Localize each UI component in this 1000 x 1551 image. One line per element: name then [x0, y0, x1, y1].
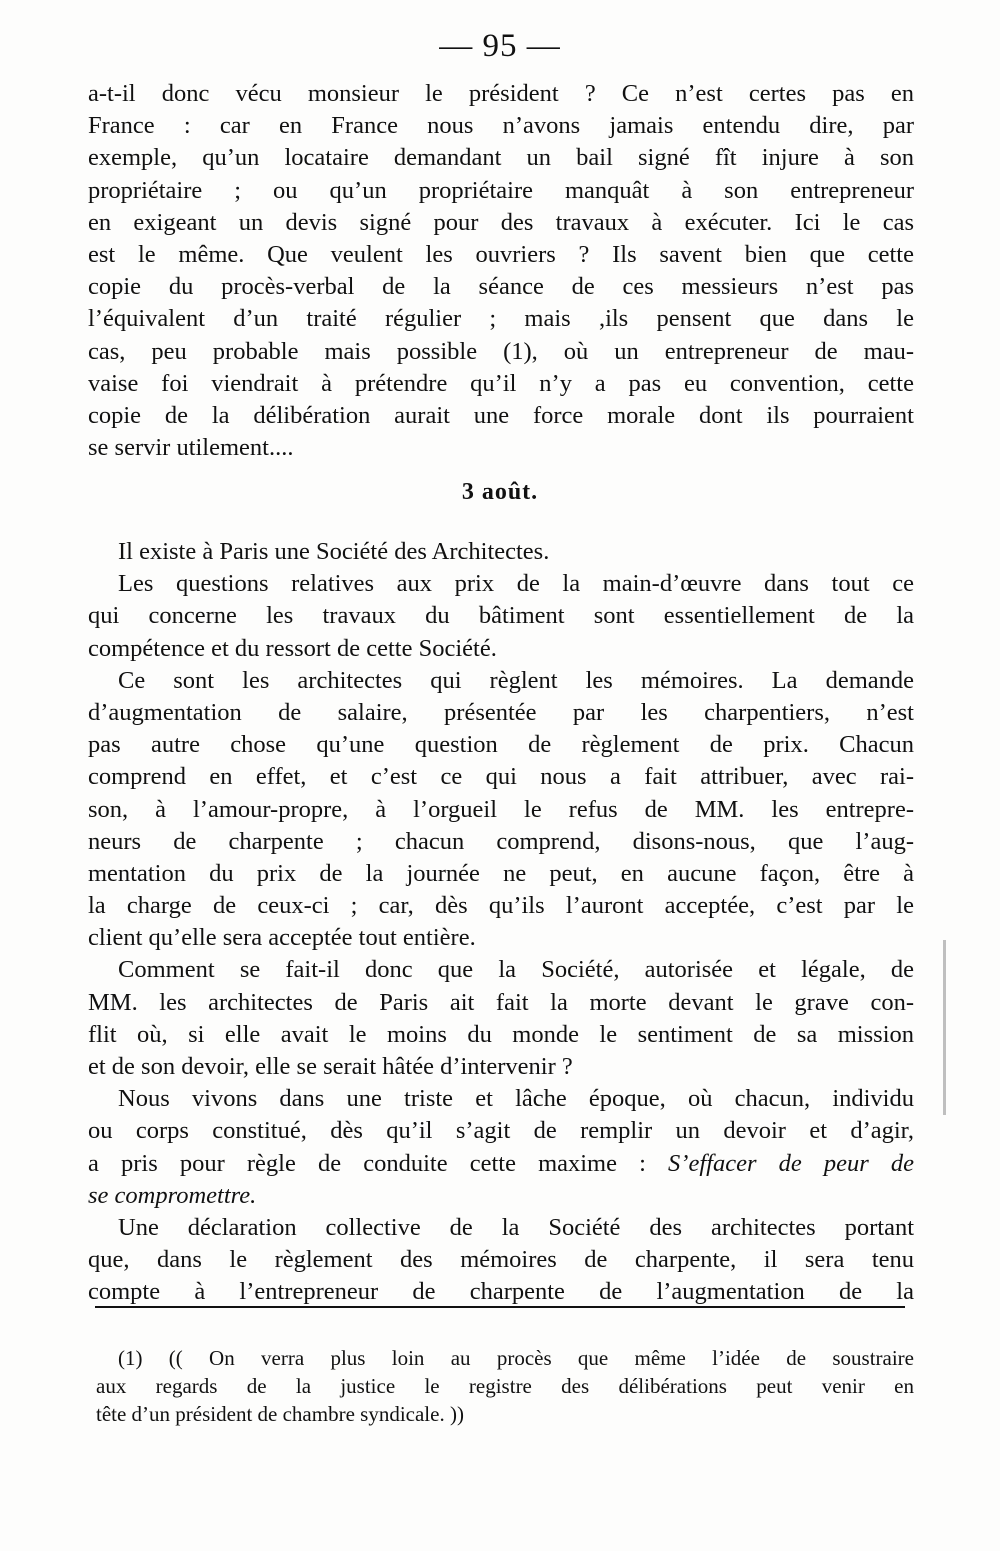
text-line: que, dans le règlement des mémoires de charpente, il sera tenu	[88, 1246, 914, 1274]
text-line: a-t-il donc vécu monsieur le président ? Ce n’est certes pas en	[88, 80, 914, 107]
text-line: copie du procès-verbal de la séance de ces messieurs n’est pas	[88, 273, 914, 301]
footnote-line: aux regards de la justice le registre des délibérations peut venir en	[96, 1374, 914, 1398]
text-line: neurs de charpente ; chacun comprend, disons-nous, que l’aug-	[88, 827, 914, 855]
footnote-line: tête d’un président de chambre syndicale. ))	[96, 1402, 464, 1426]
text-line: vaise foi viendrait à prétendre qu’il n’y a pas eu convention, cette	[88, 369, 914, 397]
section-body	[88, 536, 914, 1309]
text-line: MM. les architectes de Paris ait fait la morte devant le grave con-	[88, 988, 914, 1016]
text-line: flit où, si elle avait le moins du monde le sentiment de sa mission	[88, 1020, 914, 1048]
page-number: — 95 —	[439, 28, 561, 64]
text-line: d’augmentation de salaire, présentée par les charpentiers, n’est	[88, 698, 914, 726]
text-line: l’équivalent d’un traité régulier ; mais ,ils pensent que dans le	[88, 305, 914, 333]
text-line: Comment se fait-il donc que la Société, autorisée et légale, de	[118, 956, 914, 984]
text-line: exemple, qu’un locataire demandant un bail signé fît injure à son	[88, 144, 914, 172]
text-line: la charge de ceux-ci ; car, dès qu’ils l’auront acceptée, c’est par le	[88, 892, 914, 920]
text-line: propriétaire ; ou qu’un propriétaire manquât à son entrepreneur	[88, 176, 914, 204]
section-heading: 3 août.	[461, 479, 539, 505]
maxim-italic: S’effacer de peur de	[668, 1149, 914, 1177]
text-line: Il existe à Paris une Société des Architectes.	[118, 538, 550, 565]
text-line: cas, peu probable mais possible (1), où un entrepreneur de mau-	[88, 337, 914, 365]
text-line: Une déclaration collective de la Société des architectes portant	[118, 1213, 914, 1241]
text-line-with-maxim	[88, 1148, 914, 1180]
text-line: son, à l’amour-propre, à l’orgueil le refus de MM. les entrepre-	[88, 795, 914, 823]
text-line: et de son devoir, elle se serait hâtée d’intervenir ?	[88, 1053, 573, 1080]
text-line: Ce sont les architectes qui règlent les mémoires. La demande	[118, 666, 914, 694]
text-line: se servir utilement....	[88, 434, 294, 462]
text-line: France : car en France nous n’avons jamais entendu dire, par	[88, 112, 914, 140]
text-line: comprend en effet, et c’est ce qui nous a fait attribuer, avec rai-	[88, 763, 914, 791]
text-line: compétence et du ressort de cette Société.	[88, 634, 497, 662]
text-line: copie de la délibération aurait une force morale dont ils pourraient	[88, 401, 914, 429]
paragraph-continued	[88, 78, 914, 464]
text-line: compte à l’entrepreneur de charpente de l’augmentation de la	[88, 1278, 914, 1306]
maxim-italic-line: se compromettre.	[88, 1181, 257, 1209]
footnote-rule	[95, 1306, 905, 1308]
margin-mark	[943, 940, 946, 1115]
text-line: ou corps constitué, dès qu’il s’agit de remplir un devoir et d’agir,	[88, 1117, 914, 1145]
footnote	[96, 1344, 914, 1428]
text-line: en exigeant un devis signé pour des travaux à exécuter. Ici le cas	[88, 208, 914, 236]
text-line: mentation du prix de la journée ne peut, en aucune façon, être à	[88, 859, 914, 887]
text-line: client qu’elle sera acceptée tout entière.	[88, 924, 476, 952]
text-line: est le même. Que veulent les ouvriers ? Ils savent bien que cette	[88, 240, 914, 268]
text-line: qui concerne les travaux du bâtiment sont essentiellement de la	[88, 602, 914, 630]
text-run: a pris pour règle de conduite cette maxime :	[88, 1149, 646, 1177]
text-line: Nous vivons dans une triste et lâche époque, où chacun, individu	[118, 1085, 914, 1113]
footnote-line: (1) (( On verra plus loin au procès que même l’idée de soustraire	[118, 1346, 914, 1370]
text-line: Les questions relatives aux prix de la main-d’œuvre dans tout ce	[118, 570, 914, 598]
text-line: pas autre chose qu’une question de règlement de prix. Chacun	[88, 731, 914, 759]
